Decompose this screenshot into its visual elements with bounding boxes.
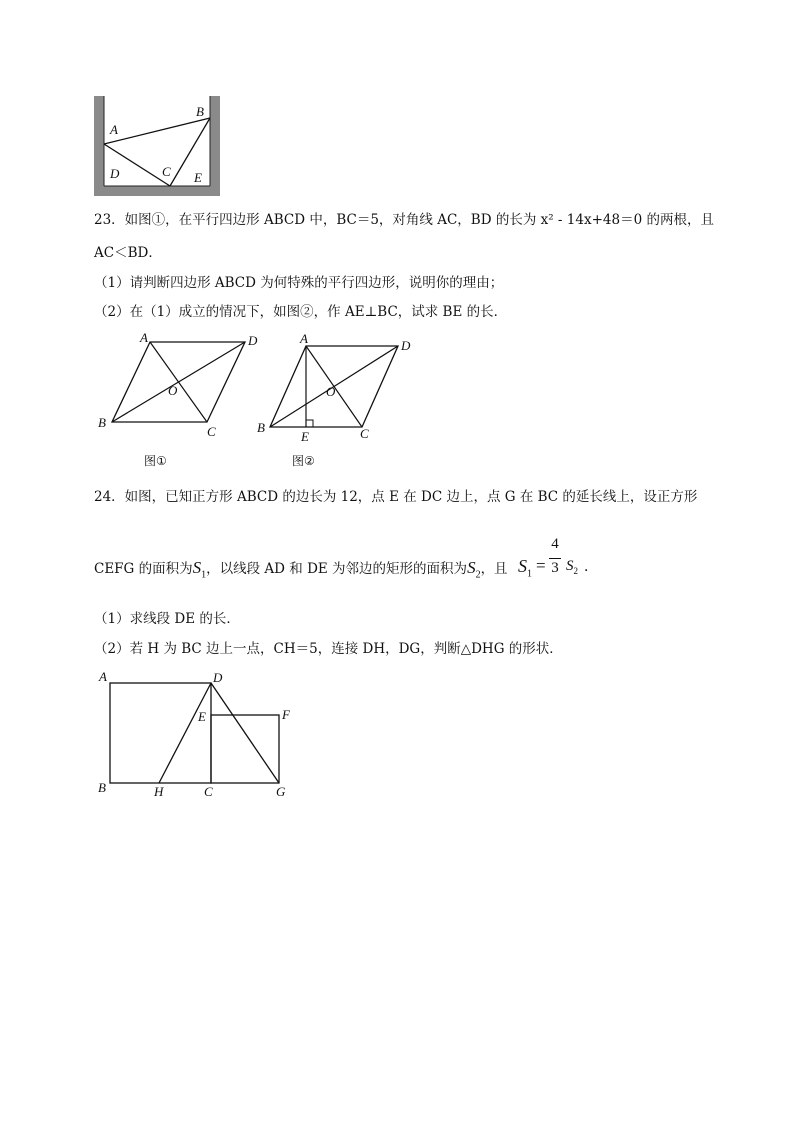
label-D: D: [401, 338, 411, 353]
q24-part1: （1）求线段 DE 的长．: [94, 611, 240, 627]
label-O: O: [326, 384, 336, 399]
label-B: B: [196, 104, 204, 119]
label-E: E: [194, 170, 202, 185]
ladder-cb: [170, 118, 210, 186]
q23-line2: AC＜BD．: [94, 245, 162, 261]
caption-fig1: 图①: [144, 454, 167, 468]
segment-dg: [211, 683, 279, 783]
symbol-s2: $S_2$: [467, 558, 481, 581]
segment-dh: [159, 683, 211, 783]
container-floor: [94, 186, 220, 196]
label-D: D: [110, 166, 120, 181]
q24-line1: 24．如图，已知正方形 ABCD 的边长为 12，点 E 在 DC 边上，点 G 在 BC 的延长线上，设正方形: [94, 489, 698, 505]
label-A: A: [99, 669, 107, 684]
label-D: D: [213, 670, 223, 685]
q23-line1: 23．如图①，在平行四边形 ABCD 中，BC＝5，对角线 AC，BD 的长为 x² - 14x+48＝0 的两根，且: [94, 212, 714, 228]
label-C: C: [360, 426, 369, 441]
container-left-wall: [94, 96, 104, 196]
eq-rhs: $S_2$: [566, 558, 578, 576]
label-C: C: [162, 164, 171, 179]
label-A: A: [110, 122, 118, 137]
eq-equals: =: [536, 556, 546, 575]
label-H: H: [154, 784, 164, 799]
frac-numerator: 4: [551, 536, 559, 552]
symbol-s1: $S_1$: [192, 558, 207, 581]
label-E: E: [301, 429, 309, 444]
q24-part2: （2）若 H 为 BC 边上一点，CH＝5，连接 DH，DG，判断△DHG 的形状．: [94, 641, 563, 657]
q24-figure: [94, 666, 314, 801]
label-D: D: [248, 333, 258, 348]
label-E: E: [198, 709, 206, 724]
label-A: A: [300, 331, 308, 346]
square-abcd: [110, 683, 211, 783]
caption-fig2: 图②: [292, 454, 315, 468]
figure-ladder: [90, 92, 230, 202]
text-rect: ，以线段 AD 和 DE 为邻边的矩形的面积为: [206, 561, 468, 577]
q23-part1: （1）请判断四边形 ABCD 为何特殊的平行四边形，说明你的理由；: [94, 275, 504, 291]
diagonal-bd: [112, 342, 245, 422]
container-right-wall: [210, 96, 220, 196]
right-angle-mark: [306, 420, 313, 427]
eq-period: ．: [584, 559, 598, 575]
label-O: O: [168, 383, 178, 398]
frac-denominator: 3: [551, 560, 559, 576]
q23-figure-1: [92, 328, 272, 473]
label-C: C: [204, 784, 213, 799]
text-cefg: CEFG 的面积为: [94, 561, 193, 577]
label-C: C: [207, 424, 216, 439]
square-cefg: [211, 715, 279, 783]
label-F: F: [282, 707, 290, 722]
frac-bar: [549, 558, 561, 559]
ladder-ab: [104, 118, 210, 144]
q23-figure-2: [250, 328, 430, 473]
eq-lhs: $S_1$: [518, 556, 532, 580]
label-B: B: [257, 420, 265, 435]
equation-s1-s2: [518, 534, 608, 584]
q23-part2: （2）在（1）成立的情况下，如图②，作 AE⊥BC，试求 BE 的长．: [94, 304, 508, 320]
label-B: B: [98, 780, 106, 795]
text-and: ，且: [480, 561, 508, 577]
label-G: G: [276, 784, 286, 799]
label-B: B: [98, 415, 106, 430]
q24-line2: [94, 558, 508, 585]
label-A: A: [140, 330, 148, 345]
